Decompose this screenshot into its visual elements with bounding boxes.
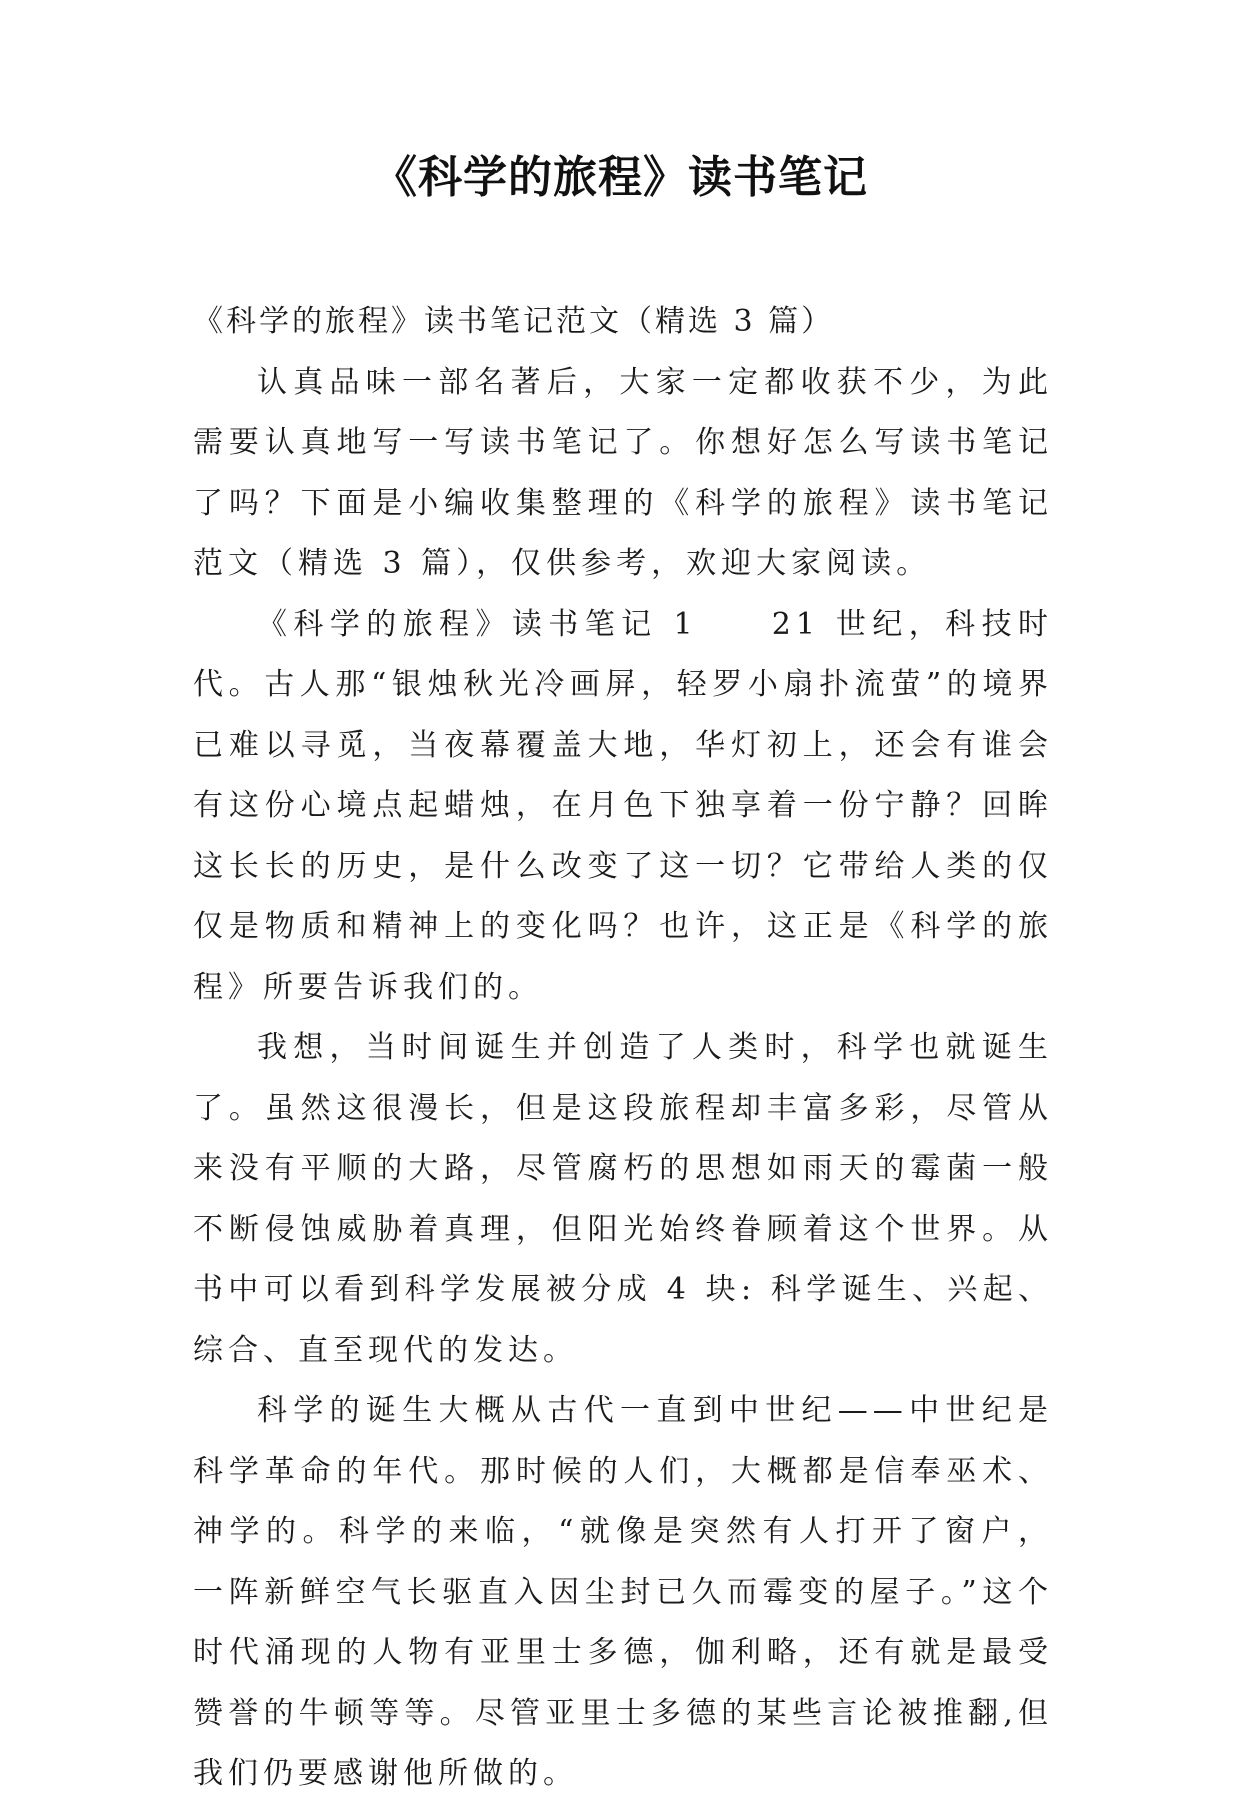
document-subtitle: 《科学的旅程》读书笔记范文（精选 3 篇） (193, 304, 835, 339)
document-body (193, 292, 1053, 1805)
paragraph-intro: 认真品味一部名著后，大家一定都收获不少，为此需要认真地写一写读书笔记了。你想好怎么写读书笔记了吗？下面是小编收集整理的《科学的旅程》读书笔记范文（精选 3 篇），仅供参考，欢迎大家阅读。 (193, 364, 1053, 581)
paragraph-science-birth: 科学的诞生大概从古代一直到中世纪——中世纪是科学革命的年代。那时候的人们，大概都是信奉巫术、神学的。科学的来临，“就像是突然有人打开了窗户，一阵新鲜空气长驱直入因尘封已久而霉变的屋子。”这个时代涌现的人物有亚里士多德，伽利略，还有就是最受赞誉的牛顿等等。尽管亚里士多德的某些言论被推翻,但我们仍要感谢他所做的。 (193, 1393, 1053, 1791)
document-title: 《科学的旅程》读书笔记 (373, 152, 868, 203)
paragraph-science-journey: 我想，当时间诞生并创造了人类时，科学也就诞生了。虽然这很漫长，但是这段旅程却丰富多彩，尽管从来没有平顺的大路，尽管腐朽的思想如雨天的霉菌一般不断侵蚀威胁着真理，但阳光始终眷顾着这个世界。从书中可以看到科学发展被分成 4 块: 科学诞生、兴起、综合、直至现代的发达。 (193, 1030, 1053, 1368)
paragraph-note-1: 《科学的旅程》读书笔记 1 21 世纪，科技时代。古人那“银烛秋光冷画屏，轻罗小扇扑流萤”的境界已难以寻觅，当夜幕覆盖大地，华灯初上，还会有谁会有这份心境点起蜡烛，在月色下独享着一份宁静？回眸这长长的历史，是什么改变了这一切？它带给人类的仅仅是物质和精神上的变化吗？也许，这正是《科学的旅程》所要告诉我们的。 (193, 606, 1053, 1005)
